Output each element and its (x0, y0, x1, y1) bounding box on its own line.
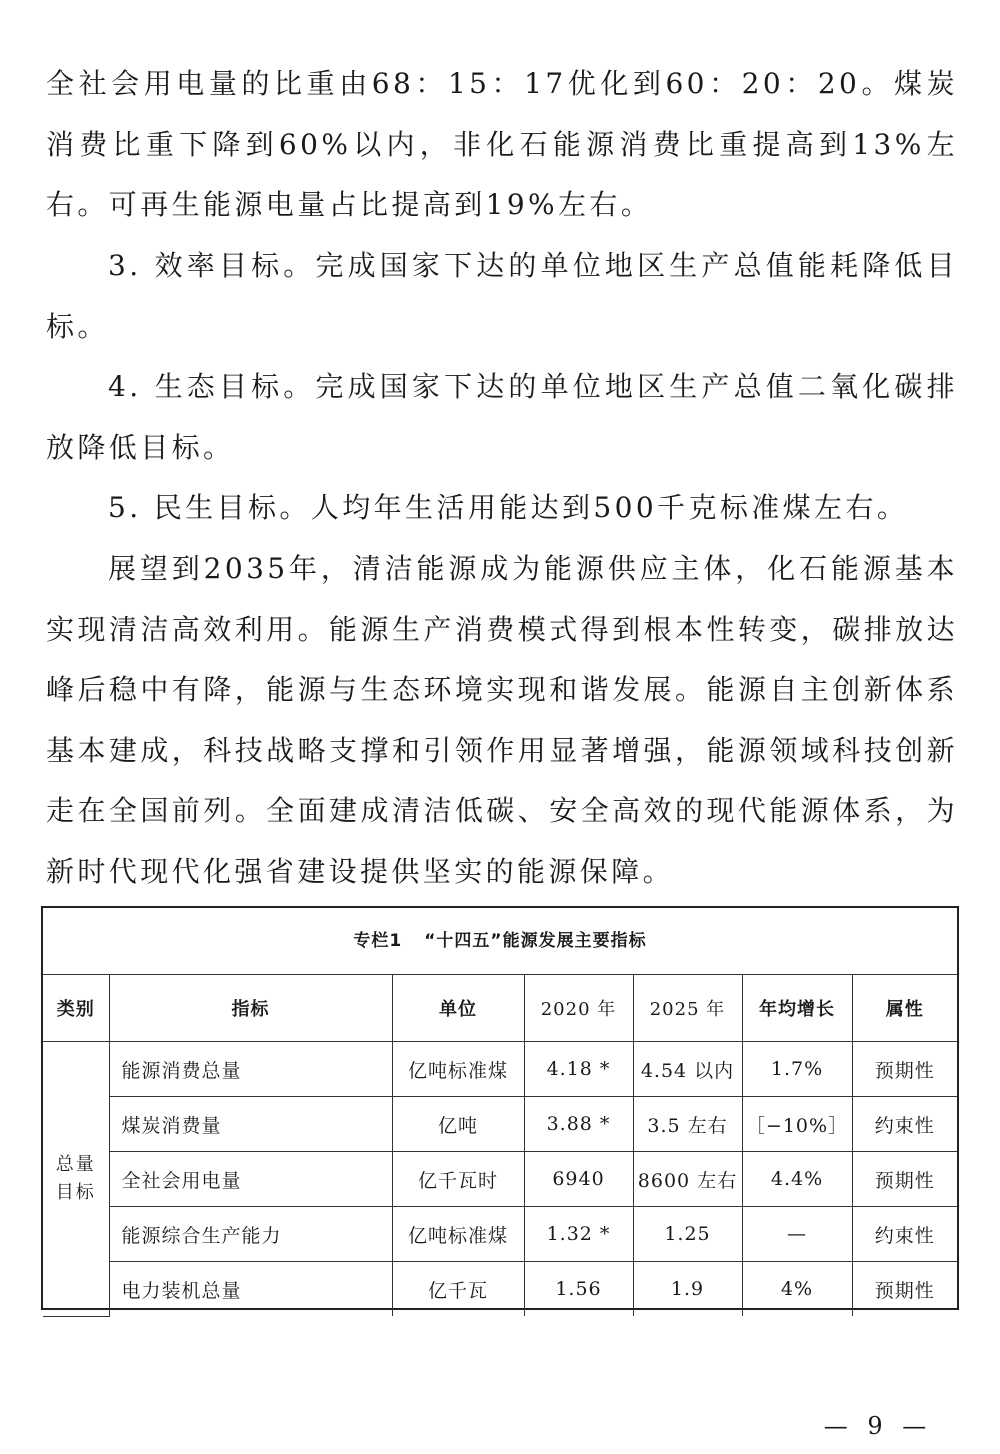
category-line-2: 目标 (55, 1181, 96, 1203)
unit-cell: 亿千瓦时 (392, 1152, 524, 1207)
value-2025-cell: 4.54 以内 (633, 1042, 742, 1097)
value-2025-cell: 1.9 (633, 1262, 742, 1317)
growth-cell: 4.4% (742, 1152, 852, 1207)
value-2025-cell: 8600 左右 (633, 1152, 742, 1207)
header-unit: 单位 (392, 975, 524, 1042)
category-line-1: 总量 (55, 1153, 96, 1175)
header-growth: 年均增长 (742, 975, 852, 1042)
value-2020-cell: 4.18 * (524, 1042, 633, 1097)
table-title (43, 908, 957, 975)
paragraph-ratios: 全社会用电量的比重由68：15：17优化到60：20：20。煤炭消费比重下降到60%以内，非化石能源消费比重提高到13%左右。可再生能源电量占比提高到19%左右。 (46, 67, 958, 221)
value-2020-cell: 1.32 * (524, 1207, 633, 1262)
header-2025: 2025 年 (633, 975, 742, 1042)
growth-cell: ［−10%］ (742, 1097, 852, 1152)
table-row (43, 1042, 957, 1097)
growth-cell: 4% (742, 1262, 852, 1317)
growth-cell: 1.7% (742, 1042, 852, 1097)
unit-cell: 亿吨标准煤 (392, 1207, 524, 1262)
table-row (43, 1262, 957, 1317)
table-header-row (43, 975, 957, 1042)
unit-cell: 亿千瓦 (392, 1262, 524, 1317)
value-2020-cell: 3.88 * (524, 1097, 633, 1152)
paragraph-2035-outlook: 展望到2035年，清洁能源成为能源供应主体，化石能源基本实现清洁高效利用。能源生产消费模式得到根本性转变，碳排放达峰后稳中有降，能源与生态环境实现和谐发展。能源自主创新体系基本建成，科技战略支撑和引领作用显著增强，能源领域科技创新走在全国前列。全面建成清洁低碳、安全高效的现代能源体系，为新时代现代化强省建设提供坚实的能源保障。 (46, 552, 958, 888)
value-2020-cell: 6940 (524, 1152, 633, 1207)
unit-cell: 亿吨 (392, 1097, 524, 1152)
indicator-cell: 全社会用电量 (109, 1152, 392, 1207)
header-attribute: 属性 (852, 975, 957, 1042)
indicator-cell: 能源综合生产能力 (109, 1207, 392, 1262)
attribute-cell: 约束性 (852, 1097, 957, 1152)
paragraph-livelihood-target: 5. 民生目标。人均年生活用能达到500千克标准煤左右。 (108, 491, 909, 524)
indicator-cell: 煤炭消费量 (109, 1097, 392, 1152)
paragraph-efficiency-target: 3. 效率目标。完成国家下达的单位地区生产总值能耗降低目标。 (46, 249, 958, 343)
indicator-table-box (41, 906, 959, 1310)
value-2025-cell: 1.25 (633, 1207, 742, 1262)
table-row (43, 1207, 957, 1262)
table-title-label: 专栏1 (353, 931, 403, 951)
unit-cell: 亿吨标准煤 (392, 1042, 524, 1097)
attribute-cell: 预期性 (852, 1152, 957, 1207)
growth-cell: — (742, 1207, 852, 1262)
table-title-text: “十四五”能源发展主要指标 (424, 931, 647, 951)
indicator-table (43, 975, 957, 1317)
attribute-cell: 预期性 (852, 1262, 957, 1317)
header-2020: 2020 年 (524, 975, 633, 1042)
table-row (43, 1152, 957, 1207)
indicator-cell: 能源消费总量 (109, 1042, 392, 1097)
paragraph-ecology-target: 4. 生态目标。完成国家下达的单位地区生产总值二氧化碳排放降低目标。 (46, 370, 958, 464)
value-2025-cell: 3.5 左右 (633, 1097, 742, 1152)
header-category: 类别 (43, 975, 109, 1042)
table-row (43, 1097, 957, 1152)
attribute-cell: 预期性 (852, 1042, 957, 1097)
value-2020-cell: 1.56 (524, 1262, 633, 1317)
page-number: — 9 — (823, 1412, 933, 1440)
category-cell (43, 1042, 109, 1317)
header-indicator: 指标 (109, 975, 392, 1042)
indicator-cell: 电力装机总量 (109, 1262, 392, 1317)
attribute-cell: 约束性 (852, 1207, 957, 1262)
